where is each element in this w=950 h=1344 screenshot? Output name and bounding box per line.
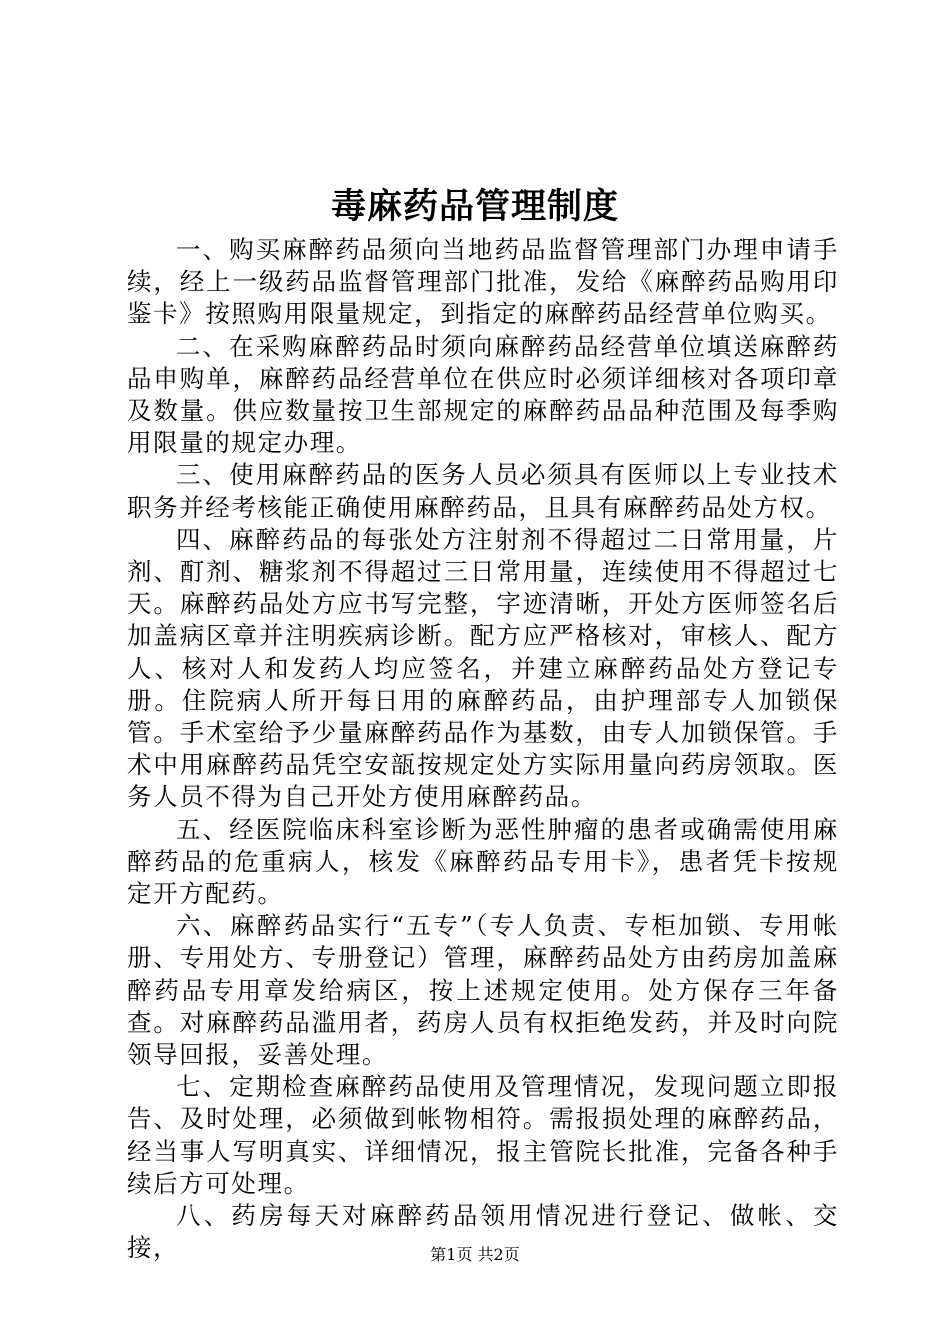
paragraph-4: 四、麻醉药品的每张处方注射剂不得超过二日常用量，片剂、酊剂、糖浆剂不得超过三日常用量，连续使用不得超过七天。麻醉药品处方应书写完整，字迹清晰，开处方医师签名后加盖病区章并注明疾病诊断。配方应严格核对，审核人、配方人、核对人和发药人均应签名，并建立麻醉药品处方登记专册。住院病人所开每日用的麻醉药品，由护理部专人加锁保管。手术室给予少量麻醉药品作为基数，由专人加锁保管。手术中用麻醉药品凭空安瓿按规定处方实际用量向药房领取。医务人员不得为自己开处方使用麻醉药品。 (127, 524, 839, 812)
paragraph-8: 八、药房每天对麻醉药品领用情况进行登记、做帐、交接， (127, 1201, 839, 1263)
document-body (127, 234, 839, 1265)
paragraph-7: 七、定期检查麻醉药品使用及管理情况，发现问题立即报告、及时处理，必须做到帐物相符。需报损处理的麻醉药品，经当事人写明真实、详细情况，报主管院长批准，完备各种手续后方可处理。 (127, 1072, 839, 1198)
document-title: 毒麻药品管理制度 (330, 186, 619, 227)
paragraph-6: 六、麻醉药品实行“五专”（专人负责、专柜加锁、专用帐册、专用处方、专册登记）管理，麻醉药品处方由药房加盖麻醉药品专用章发给病区，按上述规定使用。处方保存三年备查。对麻醉药品滥用者，药房人员有权拒绝发药，并及时向院领导回报，妥善处理。 (127, 911, 839, 1070)
page-footer: 第1页 共2页 (430, 1245, 520, 1264)
paragraph-1: 一、购买麻醉药品须向当地药品监督管理部门办理申请手续，经上一级药品监督管理部门批准，发给《麻醉药品购用印鉴卡》按照购用限量规定，到指定的麻醉药品经营单位购买。 (127, 235, 839, 329)
paragraph-5: 五、经医院临床科室诊断为恶性肿瘤的患者或确需使用麻醉药品的危重病人，核发《麻醉药品专用卡》，患者凭卡按规定开方配药。 (127, 814, 839, 909)
paragraph-2: 二、在采购麻醉药品时须向麻醉药品经营单位填送麻醉药品申购单，麻醉药品经营单位在供应时必须详细核对各项印章及数量。供应数量按卫生部规定的麻醉药品品种范围及每季购用限量的规定办理。 (127, 331, 839, 458)
paragraph-3: 三、使用麻醉药品的医务人员必须具有医师以上专业技术职务并经考核能正确使用麻醉药品，且具有麻醉药品处方权。 (127, 460, 839, 522)
